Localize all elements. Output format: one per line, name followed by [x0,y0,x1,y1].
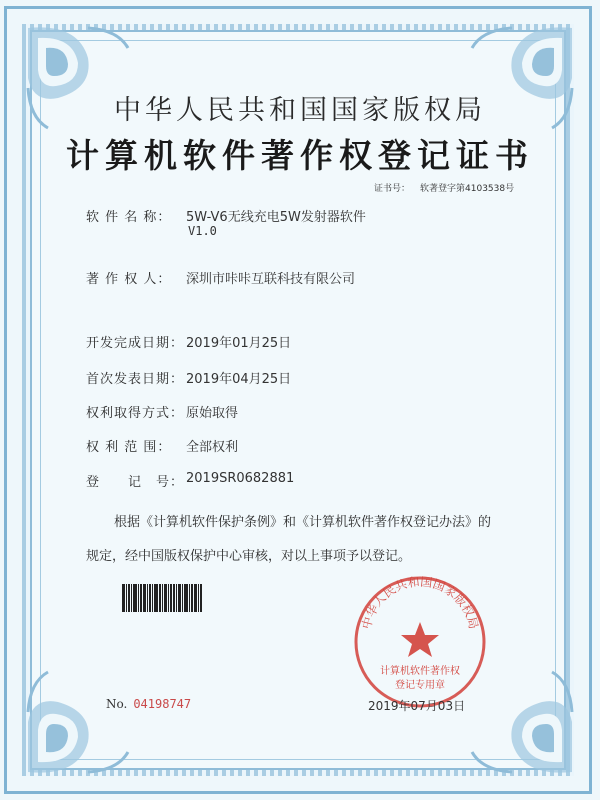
certificate-number [374,181,514,194]
software-name-value: 5W-V6无线充电5W发射器软件 [186,210,366,225]
body-paragraph-2: 规定，经中国版权保护中心审核，对以上事项予以登记。 [86,549,412,564]
registration-row [86,471,294,490]
software-name-label: 软 件 名 称： [86,210,172,225]
official-seal-icon [350,572,490,712]
issue-date: 2019年07月03日 [368,699,466,713]
body-paragraph-1: 根据《计算机软件保护条例》和《计算机软件著作权登记办法》的 [114,515,492,530]
seal-line-1: 计算机软件著作权 [380,666,460,677]
seal-arc-text: 中华人民共和国国家版权局 [359,574,481,631]
acquisition-value: 原始取得 [186,406,239,421]
registration-value: 2019SR0682881 [186,471,295,486]
software-name-row [86,206,366,225]
serial-number [106,697,191,711]
serial-number-label: No. [106,697,128,711]
dev-completed-value: 2019年01月25日 [186,336,292,351]
barcode-icon [122,584,212,612]
corner-ornament-icon [18,662,138,782]
certificate-number-value: 软著登字第4103538号 [420,184,515,194]
certificate-title: 计算机软件著作权登记证书 [66,136,534,175]
copyright-owner-row [86,268,355,287]
scope-value: 全部权利 [186,440,239,455]
registration-label: 登 记 号： [86,475,185,490]
certificate-number-label: 证书号： [374,184,411,194]
first-published-row [86,368,291,387]
dev-completed-row [86,332,291,351]
acquisition-label: 权利取得方式： [86,406,185,421]
first-published-label: 首次发表日期： [86,372,185,387]
serial-number-value: 04198747 [133,697,192,711]
first-published-value: 2019年04月25日 [186,372,292,387]
seal-line-2: 登记专用章 [395,680,445,691]
acquisition-row [86,402,238,421]
scope-label: 权 利 范 围： [86,440,172,455]
scope-row [86,436,238,455]
dev-completed-label: 开发完成日期： [86,336,185,351]
svg-text:中华人民共和国国家版权局 [358,575,480,631]
issuer-title: 中华人民共和国国家版权局 [114,95,486,126]
copyright-owner-value: 深圳市咔咔互联科技有限公司 [186,272,356,287]
copyright-owner-label: 著 作 权 人： [86,272,172,287]
software-version: V1.0 [188,224,217,238]
